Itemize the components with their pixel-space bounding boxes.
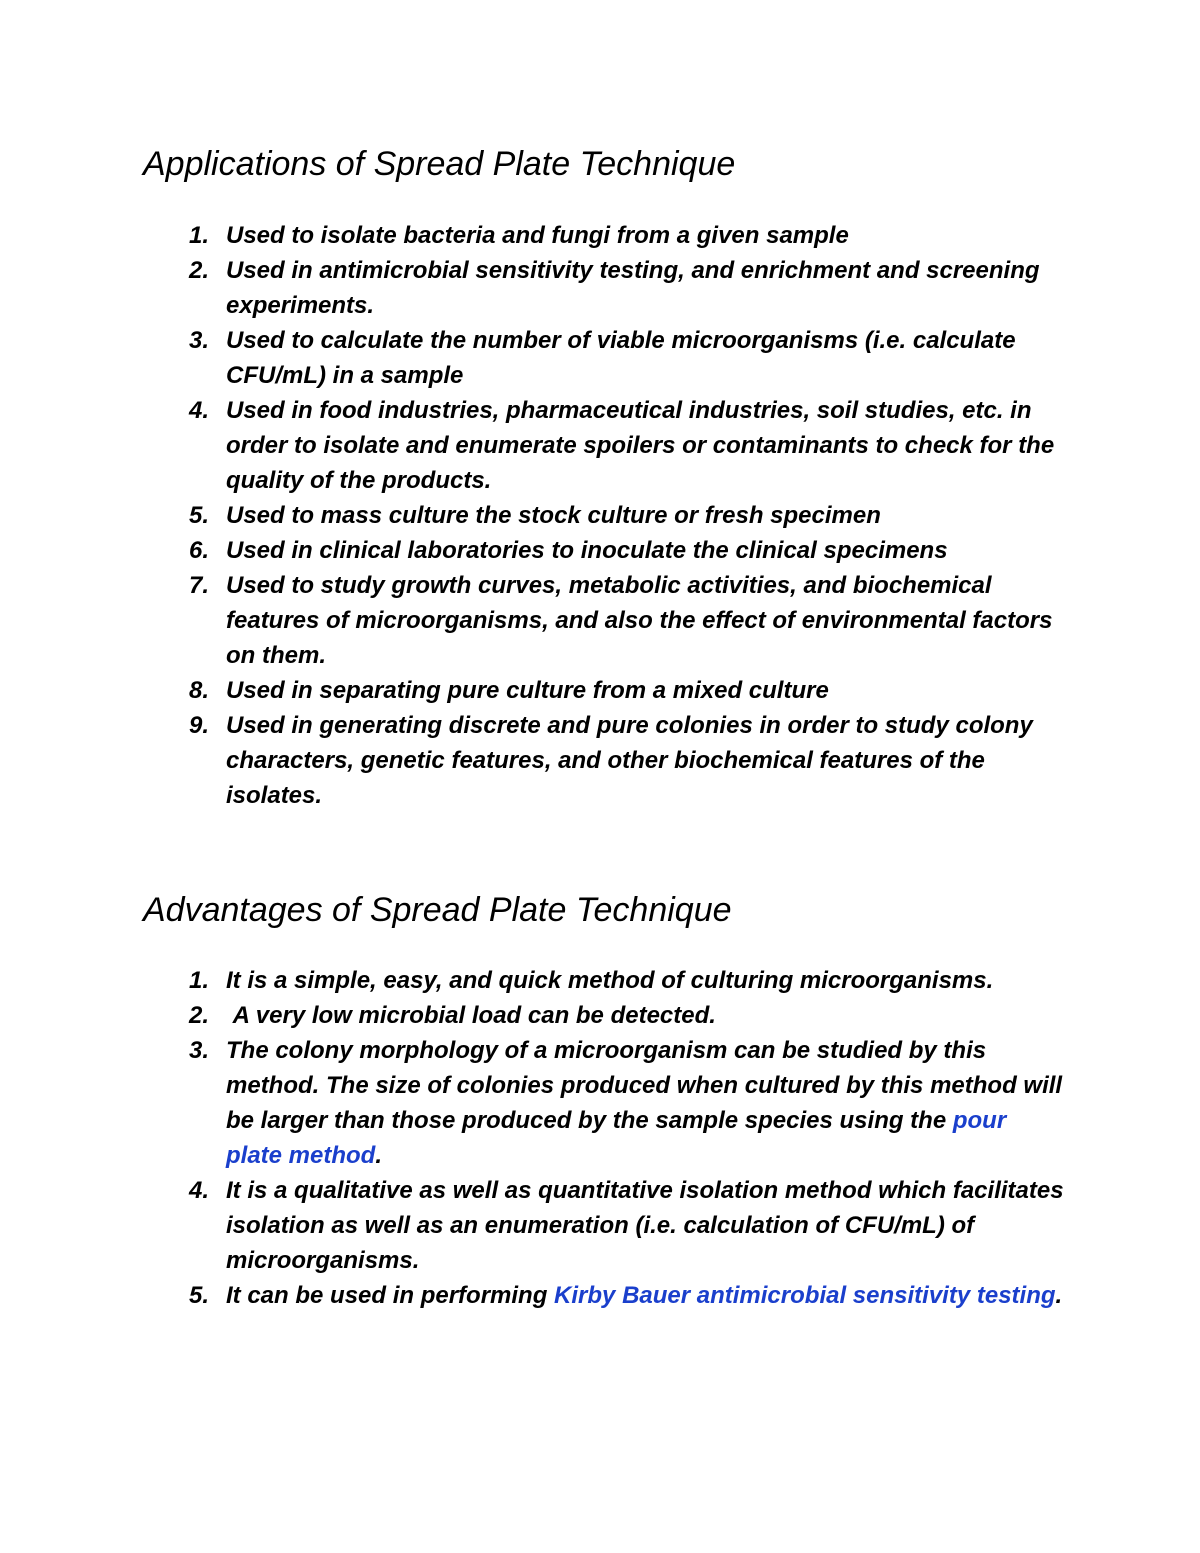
list-number: 1. — [189, 967, 210, 994]
list-number: 5. — [189, 1282, 210, 1309]
list-number: 3. — [189, 1037, 210, 1064]
list-number: 5. — [189, 502, 210, 529]
list-item-text: It is a simple, easy, and quick method of culturing microorganisms. — [226, 967, 994, 994]
list-item — [0, 323, 1066, 393]
list-number: 2. — [189, 257, 210, 284]
list-number: 9. — [189, 712, 210, 739]
list-item-text-end: . — [1055, 1282, 1063, 1309]
list-item — [0, 708, 1066, 813]
list-number: 4. — [189, 1177, 210, 1204]
list-item — [0, 963, 1066, 998]
advantages-heading: Advantages of Spread Plate Technique — [143, 891, 732, 929]
list-item-text: Used in separating pure culture from a mixed culture — [226, 677, 829, 704]
list-item — [0, 393, 1066, 498]
list-item-text: Used to study growth curves, metabolic activities, and biochemical features of microorganisms, and also the effect of environmental factors on them. — [226, 572, 1053, 669]
list-item — [0, 498, 1066, 533]
list-item — [0, 253, 1066, 323]
applications-heading: Applications of Spread Plate Technique — [143, 145, 736, 183]
list-item — [0, 673, 1066, 708]
kirby-bauer-testing-link[interactable]: Kirby Bauer antimicrobial sensitivity testing — [554, 1282, 1056, 1309]
list-item — [0, 533, 1066, 568]
list-item-text-end: . — [375, 1142, 383, 1169]
applications-list — [0, 218, 1200, 813]
list-item-text: Used in generating discrete and pure colonies in order to study colony characters, genetic features, and other biochemical features of the isolates. — [226, 712, 1033, 809]
list-number: 3. — [189, 327, 210, 354]
list-item-text: Used in clinical laboratories to inoculate the clinical specimens — [226, 537, 948, 564]
list-item-text: Used in food industries, pharmaceutical industries, soil studies, etc. in order to isolate and enumerate spoilers or contaminants to check for the quality of the products. — [226, 397, 1055, 494]
list-item-text: Used to calculate the number of viable microorganisms (i.e. calculate CFU/mL) in a sample — [226, 327, 1016, 389]
advantages-list — [0, 963, 1200, 1313]
list-item — [0, 1173, 1066, 1278]
pour-plate-method-link[interactable]: pour plate method — [226, 1107, 1007, 1169]
list-number: 8. — [189, 677, 210, 704]
list-item-text: It is a qualitative as well as quantitative isolation method which facilitates isolation as well as an enumeration (i.e. calculation of CFU/mL) of microorganisms. — [226, 1177, 1064, 1274]
list-item-text: It can be used in performing — [226, 1282, 555, 1309]
list-number: 2. — [189, 1002, 210, 1029]
list-item-text: Used to isolate bacteria and fungi from a given sample — [226, 222, 849, 249]
list-item-text: Used to mass culture the stock culture or fresh specimen — [226, 502, 881, 529]
list-number: 6. — [189, 537, 210, 564]
list-item-text: Used in antimicrobial sensitivity testing, and enrichment and screening experiments. — [226, 257, 1040, 319]
list-item — [0, 218, 1066, 253]
list-number: 4. — [189, 397, 210, 424]
list-number: 7. — [189, 572, 210, 599]
list-item-text: The colony morphology of a microorganism can be studied by this method. The size of colonies produced when cultured by this method will be larger than those produced by the sample species using the — [226, 1037, 1063, 1134]
list-item — [0, 1033, 1066, 1173]
list-item-text: A very low microbial load can be detected. — [226, 1002, 716, 1029]
list-number: 1. — [189, 222, 210, 249]
list-item — [0, 1278, 1066, 1313]
list-item — [0, 998, 1066, 1033]
list-item — [0, 568, 1066, 673]
